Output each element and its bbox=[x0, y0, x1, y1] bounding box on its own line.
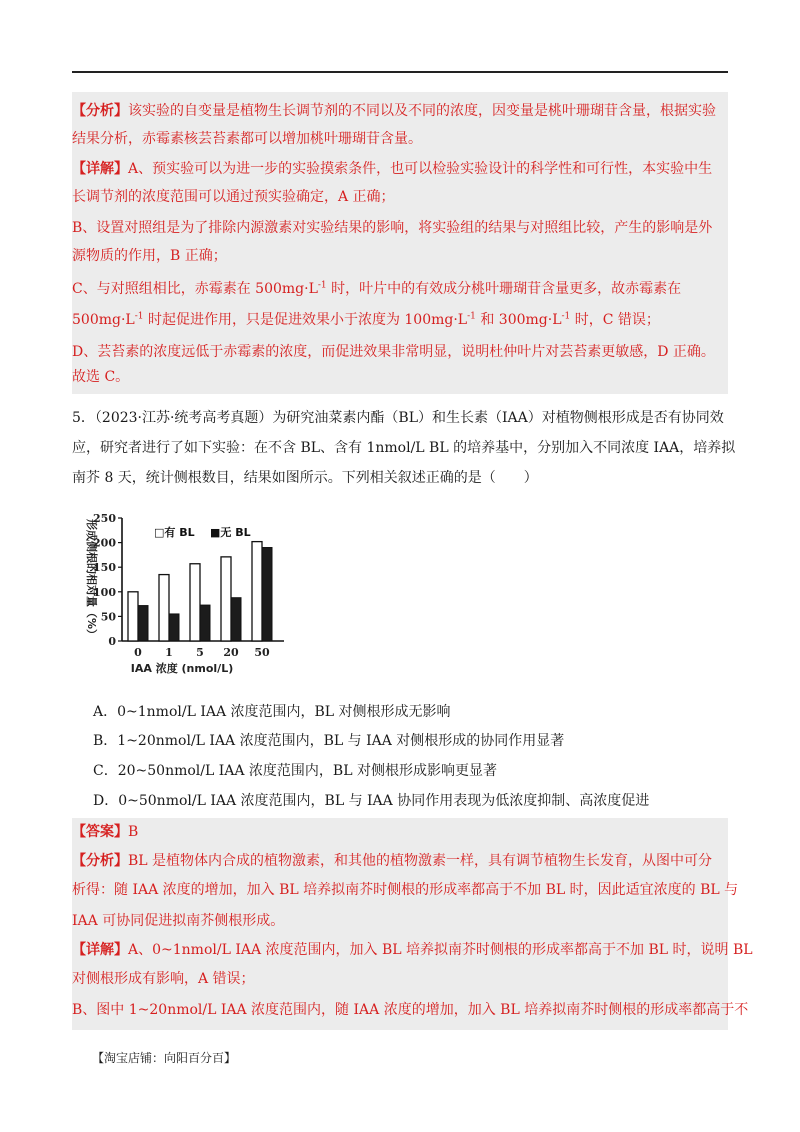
option-c-text-2c: 和 300mg·L bbox=[475, 312, 562, 328]
analysis-q5-text-1: BL 是植物体内合成的植物激素，和其他的植物激素一样，具有调节植物生长发育，从图中可分 bbox=[128, 853, 713, 869]
bar-with-bl bbox=[159, 575, 169, 641]
chart-labels bbox=[85, 512, 270, 675]
detail-text-2: 长调节剂的浓度范围可以通过预实验确定，A 正确； bbox=[72, 189, 395, 205]
detail-tag-q5: 【详解】 bbox=[72, 942, 128, 958]
y-tick-label: 200 bbox=[93, 536, 116, 550]
option-c-text-1a: C、与对照组相比，赤霉素在 500mg·L bbox=[72, 281, 318, 297]
legend-with-bl: □有 BL bbox=[154, 526, 195, 539]
detail-q5-text-2: 对侧根形成有影响，A 错误； bbox=[72, 971, 255, 987]
bar-with-bl bbox=[128, 592, 138, 641]
answer-tag: 【答案】 bbox=[72, 824, 128, 840]
option-b-text-2: 源物质的作用，B 正确； bbox=[72, 248, 227, 264]
x-tick-label: 5 bbox=[196, 646, 204, 659]
analysis-q5-text-2: 析得：随 IAA 浓度的增加，加入 BL 培养拟南芥时侧根的形成率都高于不加 BL 时，因此适宜浓度的 BL 与 bbox=[72, 882, 739, 898]
analysis-q5-text-3: IAA 可协同促进拟南芥侧根形成。 bbox=[72, 913, 285, 929]
analysis-block-q4 bbox=[72, 92, 728, 394]
analysis-line-q5-1 bbox=[72, 851, 712, 871]
bar-with-bl bbox=[252, 542, 262, 641]
bar-without-bl bbox=[262, 548, 272, 641]
y-tick-label: 100 bbox=[93, 585, 116, 599]
option-b-text-1: B、设置对照组是为了排除内源激素对实验结果的影响，将实验组的结果与对照组比较，产生的影响是外 bbox=[72, 220, 713, 236]
analysis-tag-q5: 【分析】 bbox=[72, 853, 128, 869]
detail-text-1: A、预实验可以为进一步的实验摸索条件，也可以检验实验设计的科学性和可行性，本实验中生 bbox=[128, 161, 713, 177]
y-tick-label: 50 bbox=[100, 610, 116, 624]
option-c: C．20~50nmol/L IAA 浓度范围内，BL 对侧根形成影响更显著 bbox=[93, 763, 497, 779]
bar-chart bbox=[78, 508, 288, 680]
x-tick-label: 0 bbox=[134, 646, 142, 659]
chart-bars bbox=[128, 542, 272, 641]
bar-without-bl bbox=[169, 614, 179, 641]
y-tick-label: 150 bbox=[93, 561, 116, 575]
x-axis-label: IAA 浓度 (nmol/L) bbox=[130, 662, 234, 675]
question-5-line-2: 应，研究者进行了如下实验：在不含 BL、含有 1nmol/L BL 的培养基中，分别加入不同浓度 IAA，培养拟 bbox=[72, 440, 736, 456]
analysis-line-1 bbox=[72, 101, 716, 121]
analysis-text-1: 该实验的自变量是植物生长调节剂的不同以及不同的浓度，因变量是桃叶珊瑚苷含量，根据实验 bbox=[128, 103, 716, 119]
bar-with-bl bbox=[221, 557, 231, 641]
answer-block-q5 bbox=[72, 818, 753, 1030]
detail-tag: 【详解】 bbox=[72, 161, 128, 177]
y-tick-label: 0 bbox=[108, 635, 116, 648]
answer-line bbox=[72, 822, 138, 842]
bar-without-bl bbox=[231, 598, 241, 641]
option-d-text-2: 故选 C。 bbox=[72, 369, 130, 385]
x-tick-label: 1 bbox=[165, 646, 173, 659]
option-c-text-1b: 时，叶片中的有效成分桃叶珊瑚苷含量更多，故赤霉素在 bbox=[326, 281, 682, 297]
detail-line-1 bbox=[72, 159, 712, 179]
option-c-line-1 bbox=[72, 279, 681, 299]
option-c-text-2a: 500mg·L bbox=[72, 312, 135, 328]
superscript: -1 bbox=[561, 311, 571, 322]
analysis-tag: 【分析】 bbox=[72, 103, 128, 119]
detail-q5-text-1: A、0~1nmol/L IAA 浓度范围内，加入 BL 培养拟南芥时侧根的形成率都高于不加 BL 时，说明 BL bbox=[128, 942, 753, 958]
detail-line-q5-1 bbox=[72, 940, 753, 960]
superscript: -1 bbox=[134, 311, 144, 322]
legend-without-bl: ■无 BL bbox=[210, 526, 251, 539]
y-tick-label: 250 bbox=[93, 512, 116, 525]
option-a: A．0~1nmol/L IAA 浓度范围内，BL 对侧根形成无影响 bbox=[93, 704, 451, 720]
footer-shop-label: 【淘宝店铺：向阳百分百】 bbox=[92, 1051, 237, 1065]
top-rule bbox=[72, 71, 728, 73]
detail-q5-text-3: B、图中 1~20nmol/L IAA 浓度范围内，随 IAA 浓度的增加，加入 BL 培养拟南芥时侧根的形成率都高于不 bbox=[72, 1002, 749, 1018]
question-5-line-1: 5．（2023·江苏·统考高考真题）为研究油菜素内酯（BL）和生长素（IAA）对植物侧根形成是否有协同效 bbox=[72, 410, 724, 426]
y-axis-label: 形成侧根的相对量（%） bbox=[85, 518, 98, 641]
x-tick-label: 20 bbox=[223, 646, 239, 659]
option-b: B．1~20nmol/L IAA 浓度范围内，BL 与 IAA 对侧根形成的协同作用显著 bbox=[93, 733, 565, 749]
option-d-text-1: D、芸苔素的浓度远低于赤霉素的浓度，而促进效果非常明显，说明杜仲叶片对芸苔素更敏感，D 正确。 bbox=[72, 344, 715, 360]
option-d: D．0~50nmol/L IAA 浓度范围内，BL 与 IAA 协同作用表现为低浓度抑制、高浓度促进 bbox=[93, 793, 650, 809]
option-c-text-2d: 时，C 错误； bbox=[570, 312, 660, 328]
analysis-text-2: 结果分析，赤霉素核芸苔素都可以增加桃叶珊瑚苷含量。 bbox=[72, 131, 422, 147]
option-c-text-2b: 时起促进作用，只是促进效果小于浓度为 100mg·L bbox=[143, 312, 468, 328]
superscript: -1 bbox=[467, 311, 476, 322]
x-tick-label: 50 bbox=[254, 646, 270, 659]
question-5-line-3: 南芥 8 天，统计侧根数目，结果如图所示。下列相关叙述正确的是（ ） bbox=[72, 470, 538, 486]
answer-value: B bbox=[128, 824, 139, 840]
bar-without-bl bbox=[200, 605, 210, 641]
option-c-line-2 bbox=[72, 310, 660, 330]
superscript: -1 bbox=[317, 280, 327, 291]
bar-without-bl bbox=[138, 606, 148, 641]
bar-with-bl bbox=[190, 564, 200, 641]
